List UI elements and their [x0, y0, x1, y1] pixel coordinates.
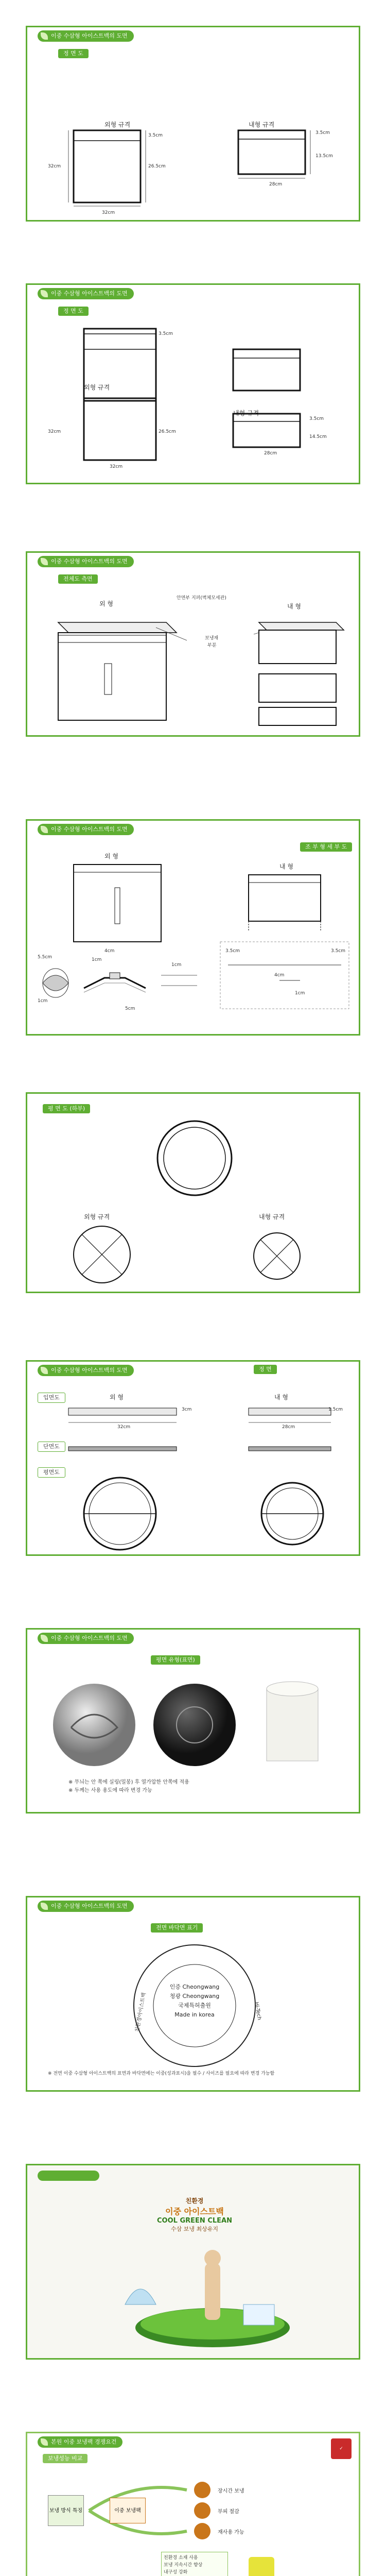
dim-1: 5.5cm [38, 955, 52, 960]
row-tag-elevation: 입면도 [38, 1393, 65, 1403]
poster-top-pill [38, 2171, 99, 2181]
panel-bottom-marking [26, 1896, 360, 2092]
section-tag: 평면 유형(표면) [151, 1655, 200, 1665]
dim-4: 1.5cm [328, 1407, 343, 1412]
panel-title-pill [38, 1365, 134, 1376]
inner-bag-drawing-2 [228, 347, 321, 450]
panel-title: 이중 수삼형 아이스트백의 도면 [51, 1635, 128, 1641]
panel-zipper-detail [26, 819, 360, 1036]
dim-10: 1cm [295, 991, 305, 996]
inner-zipper-drawing [233, 872, 336, 934]
dim-inner-w: 28cm [264, 451, 277, 456]
dim-6: 4cm [104, 948, 115, 954]
seal-line-1: 인증 Cheongwang [169, 1984, 220, 1990]
poster-banner [125, 2196, 264, 2233]
list-item: 보냉 지속시간 향상 [164, 2563, 203, 2568]
dim-inner-flap: 3.5cm [315, 130, 330, 135]
panel-title: 이중 수삼형 아이스트백의 도면 [51, 1367, 128, 1374]
section-tag: 조 부 형 세 부 도 [300, 842, 352, 852]
inner-label: 내 형 [274, 1394, 288, 1401]
section-tag: 전면 바닥면 표기 [151, 1923, 203, 1933]
dim-inner-w: 28cm [269, 182, 283, 187]
outer-x-circle [63, 1223, 141, 1287]
dim-inner-h: 13.5cm [315, 154, 333, 159]
dim-inner-flap: 3.5cm [309, 416, 324, 421]
panel-title-pill [38, 1901, 134, 1912]
banner-line-3: COOL GREEN CLEAN [157, 2217, 232, 2225]
dim-outer-h: 32cm [48, 164, 61, 169]
outer-label: 외 형 [110, 1394, 124, 1401]
dim-3: 1cm [92, 957, 102, 962]
leaf-icon [41, 558, 48, 565]
poster-illustration [94, 2243, 310, 2351]
panel-title-pill [38, 824, 134, 835]
section-tag: 평 면 도 (하부) [43, 1104, 90, 1113]
zipper-cross-section [32, 952, 202, 1014]
callout-mid: 보냉재 [205, 636, 219, 641]
outer-label: 외형 규격 [84, 1213, 110, 1221]
panel-title: 이중 수삼형 아이스트백의 도면 [51, 290, 128, 297]
dim-outer-inner-h: 26.5cm [148, 164, 166, 169]
seal-line-2: 청광 Cheongwang [169, 1993, 220, 1999]
panel-side-view [26, 551, 360, 737]
callout-bottom: 부분 [207, 643, 217, 648]
banner-line-1: 친환경 [185, 2197, 204, 2205]
section-tag: 정 면 도 [58, 307, 89, 316]
dim-inner-h: 14.5cm [309, 434, 327, 439]
inner-label: 내형 규격 [249, 121, 275, 128]
left-feature-box: 보냉 방식 특징 [48, 2495, 84, 2526]
yellow-cylinder [249, 2557, 274, 2576]
inner-label: 내형 규격 [259, 1213, 285, 1221]
dim-outer-w: 32cm [102, 210, 115, 215]
leaf-icon [41, 1903, 48, 1910]
panel-title-pill [38, 2436, 122, 2448]
inner-section-line [243, 1444, 346, 1454]
inner-x-circle [243, 1228, 310, 1284]
outer-label: 외형 규격 [104, 121, 131, 128]
ring-right-text: Hi-Tech [253, 2002, 262, 2021]
leaf-icon [41, 826, 48, 833]
panel-title: 이중 수삼형 아이스트백의 도면 [51, 1903, 128, 1909]
item-1: 장시간 보냉 [218, 2488, 244, 2494]
marking-note: ※ 전면 이중 수삼형 아이스트백의 표면과 바닥면에는 이중(성과표시)을 필수 / 사이즈를 필요에 따라 변경 가능함 [48, 2071, 275, 2076]
panel-front-view-1 [26, 26, 360, 222]
dim-2: 1cm [38, 998, 48, 1004]
outer-zipper-drawing [63, 862, 171, 947]
list-item: 내구성 강화 [164, 2570, 188, 2575]
inner-plan-circle [254, 1478, 331, 1550]
inner-bag-drawing [233, 128, 321, 184]
seal-text-block [156, 1982, 233, 2020]
leaf-icon [41, 1367, 48, 1374]
dim-7: 3.5cm [225, 948, 240, 954]
ring-left-text: 친환경아이스트백 [134, 1992, 147, 2032]
callout-top: 안면부 지퍼(벽체모세관) [177, 596, 226, 601]
seal-line-4: Made in korea [174, 2011, 215, 2018]
dim-outer-w: 32cm [110, 464, 123, 469]
outer-bag-drawing-2 [63, 326, 182, 465]
dim-5: 1cm [171, 962, 182, 968]
section-tag: 전체도 측면 [58, 574, 98, 584]
outer-label: 외형 규격 [84, 384, 110, 391]
leaf-icon [41, 2438, 48, 2446]
dim-outer-flap: 3.5cm [159, 331, 173, 336]
panel-poster [26, 2164, 360, 2360]
panel-title: 이중 수삼형 아이스트백의 도면 [51, 32, 128, 39]
inner-side-drawing [254, 612, 352, 731]
row-tag-plan: 평면도 [38, 1467, 65, 1478]
section-tag: 정 면 [254, 1365, 277, 1374]
panel-elevation-section [26, 1360, 360, 1556]
pattern-disc-dark [151, 1681, 238, 1769]
panel-title: 이중 수삼형 아이스트백의 도면 [51, 558, 128, 565]
pattern-disc-grey [50, 1681, 138, 1769]
leaf-icon [41, 290, 48, 297]
inner-label: 내 형 [287, 603, 301, 610]
panel-title: 이중 수삼형 아이스트백의 도면 [51, 826, 128, 833]
list-item: 친환경 소재 사용 [164, 2555, 198, 2561]
dim-9: 4cm [274, 973, 285, 978]
panel-title-pill [38, 288, 134, 299]
panel-title: 본원 이중 보냉팩 경쟁요건 [51, 2438, 117, 2445]
item-3: 재사용 가능 [218, 2530, 244, 2535]
panel-front-view-2 [26, 283, 360, 484]
inner-label: 내형 규격 [233, 410, 259, 417]
item-2: 부피 절감 [218, 2509, 239, 2515]
dim-2: 3cm [182, 1407, 192, 1412]
note-1: ※ 무늬는 안 쪽에 실링(밀봉) 후 열가압한 안쪽에 적용 [68, 1780, 189, 1785]
list-box [161, 2552, 228, 2576]
panel-surface-pattern [26, 1628, 360, 1814]
outer-label: 외 형 [104, 853, 118, 860]
panel-title-pill [38, 556, 134, 567]
panel-title-pill [38, 30, 134, 42]
section-tag: 보냉성능 비교 [43, 2454, 87, 2463]
leaf-icon [41, 32, 48, 40]
banner-line-4: 수삼 보냉 최상유지 [170, 2226, 218, 2232]
dim-8: 3.5cm [331, 948, 346, 954]
inner-label: 내 형 [279, 863, 293, 870]
dim-outer-mid: 26.5cm [159, 429, 176, 434]
pattern-roll-white [256, 1679, 328, 1771]
center-node: 이중 보냉팩 [110, 2498, 146, 2523]
dim-3: 28cm [282, 1425, 295, 1430]
outer-section-line [63, 1444, 187, 1454]
top-ring-drawing [143, 1117, 246, 1199]
dim-4: 5cm [125, 1006, 135, 1011]
panel-competitiveness [26, 2432, 360, 2576]
banner-line-2: 이중 아이스트백 [165, 2207, 224, 2216]
panel-title-pill [38, 1633, 134, 1644]
outer-bag-drawing [58, 128, 161, 210]
row-tag-section: 단면도 [38, 1442, 65, 1452]
section-tag: 정 면 도 [58, 49, 89, 58]
dim-1: 32cm [117, 1425, 131, 1430]
outer-label: 외 형 [99, 600, 113, 607]
panel-bottom-plan [26, 1092, 360, 1293]
leaf-icon [41, 1635, 48, 1642]
outer-side-drawing [48, 612, 192, 731]
seal-line-3: 국제특허출원 [178, 2002, 211, 2009]
note-2: ※ 두께는 사용 용도에 따라 변경 가능 [68, 1788, 152, 1793]
stamp-icon: ✓ [331, 2438, 352, 2459]
dim-outer-flap: 3.5cm [148, 133, 163, 138]
dim-outer-h: 32cm [48, 429, 61, 434]
outer-plan-circle [76, 1472, 164, 1555]
